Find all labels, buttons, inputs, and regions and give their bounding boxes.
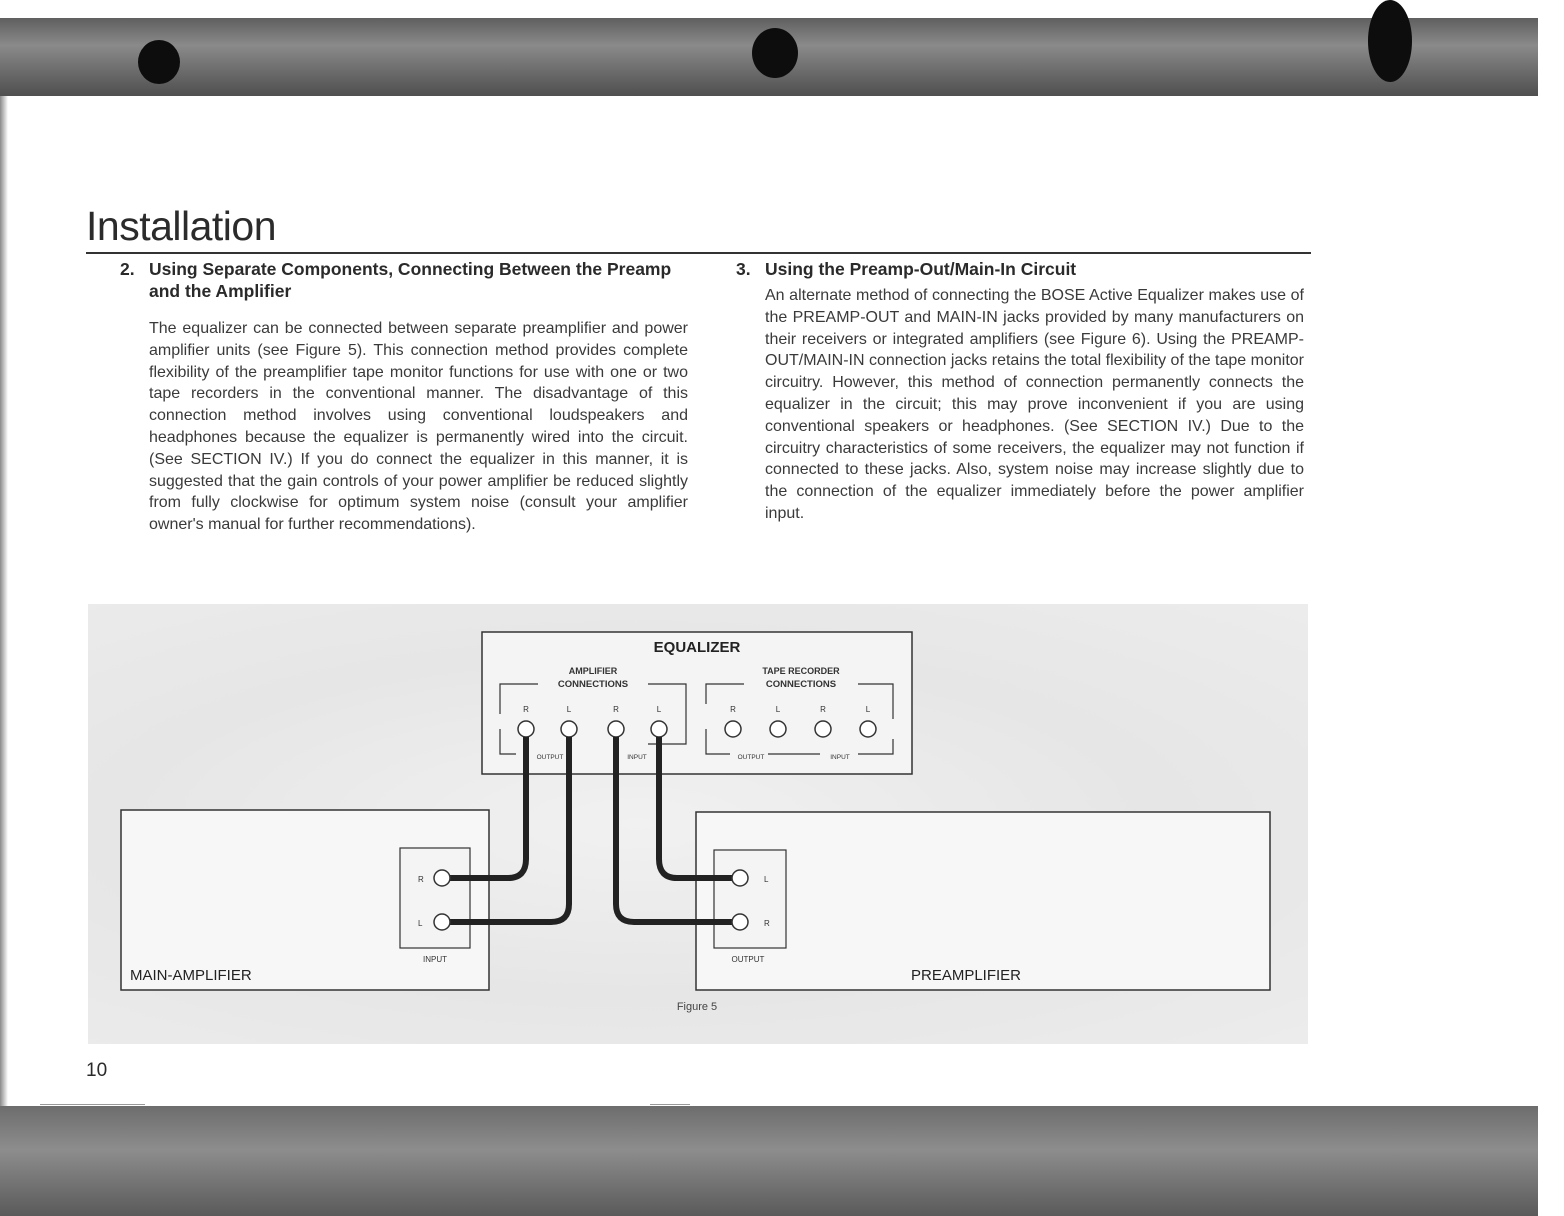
- figure-5: [88, 604, 1308, 1044]
- tape-input-r-jack: [815, 721, 831, 737]
- equalizer-label: EQUALIZER: [653, 639, 741, 656]
- preamp-output-label: OUTPUT: [731, 955, 765, 964]
- amp-output-label: OUTPUT: [536, 754, 564, 761]
- tape-connections-label-line2: CONNECTIONS: [765, 679, 837, 690]
- preamp-output-r-jack: [732, 914, 748, 930]
- punch-hole-left: [138, 40, 180, 84]
- amp-output-r-jack: [518, 721, 534, 737]
- jack-label: L: [656, 705, 662, 714]
- tape-output-l-jack: [770, 721, 786, 737]
- amp-input-label: INPUT: [627, 754, 647, 761]
- section-body: The equalizer can be connected between separate preamplifier and power amplifier units (see Figure 5). This connection method provides complete flexibility of the preamplifier tape monitor functions for use with one or two tape recorders in the conventional manner. The disadvantage of this connection method involves using conventional loudspeakers and headphones because the equalizer is permanently wired into the circuit. (See SECTION IV.) If you do connect the equalizer in this manner, it is suggested that the gain controls of your power amplifier be reduced slightly from fully clockwise for optimum system noise (consult your amplifier owner's manual for further recommendations).: [149, 320, 688, 534]
- amp-connections-label-line2: CONNECTIONS: [557, 679, 629, 690]
- page-number: 10: [86, 1060, 108, 1081]
- main-amp-input-label: INPUT: [423, 955, 447, 964]
- section-title: [736, 258, 1304, 280]
- jack-label: L: [865, 705, 871, 714]
- section-number: 3.: [736, 259, 751, 279]
- main-amp-l-label: L: [418, 919, 423, 928]
- main-amp-input-r-jack: [434, 870, 450, 886]
- preamp-l-label: L: [764, 875, 769, 884]
- section-number: 2.: [120, 259, 135, 279]
- connection-diagram: [88, 604, 1308, 1044]
- page-heading: Installation: [86, 203, 277, 249]
- section-title-text: Using Separate Components, Connecting Between the Preamp and the Amplifier: [149, 259, 672, 301]
- amp-input-l-jack: [651, 721, 667, 737]
- scan-band-bottom: [0, 1106, 1538, 1216]
- main-amp-r-label: R: [418, 875, 424, 884]
- footer-line-right: [650, 1104, 690, 1105]
- page-edge-shadow: [0, 96, 8, 1106]
- preamp-r-label: R: [764, 919, 770, 928]
- amp-output-l-jack: [561, 721, 577, 737]
- preamp-output-panel: [714, 850, 786, 948]
- tape-output-label: OUTPUT: [737, 754, 765, 761]
- section-title: [120, 258, 688, 302]
- tape-connections-label-line1: TAPE RECORDER: [762, 666, 840, 676]
- amp-connections-label-line1: AMPLIFIER: [568, 666, 618, 676]
- preamplifier-label: PREAMPLIFIER: [910, 967, 1022, 984]
- punch-hole-right: [1368, 0, 1412, 82]
- main-amplifier-label: MAIN-AMPLIFIER: [130, 967, 252, 984]
- jack-label: R: [820, 705, 826, 714]
- section-title-text: Using the Preamp-Out/Main-In Circuit: [765, 259, 1077, 279]
- section-separate-components: [120, 258, 688, 536]
- section-preamp-out-main-in: [736, 258, 1304, 525]
- jack-label: L: [566, 705, 572, 714]
- jack-label: L: [775, 705, 781, 714]
- jack-label: R: [613, 705, 619, 714]
- figure-caption: Figure 5: [676, 1001, 718, 1013]
- section-body: An alternate method of connecting the BOSE Active Equalizer makes use of the PREAMP-OUT and MAIN-IN jacks provided by many manufacturers on their receivers or integrated amplifiers (see Figure 6). Using the PREAMP-OUT/MAIN-IN connection jacks retains the total flexibility of the tape monitor circuitry. However, this method of connection permanently connects the equalizer in the circuit; this may prove inconvenient if you are using conventional speakers or headphones. (See SECTION IV.) Due to the circuitry characteristics of some receivers, the equalizer may not function if connected to these jacks. Also, system noise may increase slightly due to the connection of the equalizer immediately before the power amplifier input.: [765, 287, 1304, 522]
- jack-label: R: [523, 705, 529, 714]
- preamp-output-l-jack: [732, 870, 748, 886]
- main-amp-input-l-jack: [434, 914, 450, 930]
- tape-input-label: INPUT: [830, 754, 850, 761]
- tape-output-r-jack: [725, 721, 741, 737]
- main-amp-input-panel: [400, 848, 470, 948]
- tape-input-l-jack: [860, 721, 876, 737]
- jack-label: R: [730, 705, 736, 714]
- punch-hole-center: [752, 28, 798, 78]
- heading-rule: [86, 252, 1311, 254]
- footer-line-left: [40, 1104, 145, 1105]
- amp-input-r-jack: [608, 721, 624, 737]
